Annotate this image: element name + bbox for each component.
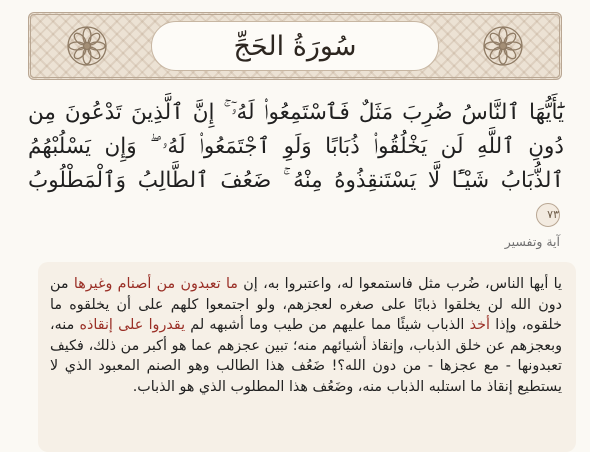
verse-text: يَٰٓأَيُّهَا ٱلنَّاسُ ضُرِبَ مَثَلٌ فَٱسْتَمِعُوا۟ لَهُۥٓ ۚ إِنَّ ٱلَّذِينَ تَدْعُونَ مِن دُونِ ٱللَّهِ لَن يَخْلُقُوا۟ ذُبَابًا وَلَوِ ٱجْتَمَعُوا۟ لَهُۥ ۖ وَإِن يَسْلُبْهُمُ ٱلذُّبَابُ شَيْـًٔا لَّا يَسْتَنقِذُوهُ مِنْهُ ۚ ضَعُفَ ٱلطَّالِبُ وَٱلْمَطْلُوبُ: [28, 100, 564, 193]
tafsir-segment: يا أيها الناس، ضُرب مثل فاستمعوا له، واعتبروا به، إن: [237, 276, 562, 292]
quran-verse[interactable]: [28, 96, 564, 232]
tafsir-highlight: ما تعبدون من أصنام وغيرها: [73, 276, 238, 292]
surah-header-banner: [28, 12, 562, 80]
tafsir-segment: من دون الله لن يخلقوا ذبابًا على صغره لعجزهم، ولو اجتمعوا كلهم على أن يخلقوه ما خلقوه، وإذا: [50, 276, 562, 333]
tafsir-segment: منه، وبعجزهم عن خلق الذباب، وإنقاذ أشيائهم منه؛ تبين عجزهم عما هو أكبر من ذلك، فكيف تعبدونها - مع عجزها - من دون الله؟! ضَعُف هذا الطالب وهو الصنم المعبود الذي لا يستطيع إنقاذ ما استلبه الذباب منه، وضَعُف هذا المطلوب الذي هو الذباب.: [50, 317, 562, 395]
tafsir-highlight: أخذ: [469, 317, 490, 333]
tafsir-text: [50, 274, 562, 397]
tafsir-highlight: يقدروا على إنقاذه: [79, 317, 186, 333]
rosette-ornament-icon: [65, 24, 109, 68]
surah-title: سُورَةُ الحَجِّ: [233, 30, 357, 62]
tafsir-panel: [38, 262, 576, 452]
surah-title-cartouche: [151, 21, 439, 71]
ayah-number-marker: ٧٣: [536, 203, 560, 227]
tafsir-segment: الذباب شيئًا مما عليهم من طيب وما أشبهه لم: [185, 317, 470, 333]
tafsir-section-label: آية وتفسير: [504, 234, 560, 249]
rosette-ornament-icon: [481, 24, 525, 68]
